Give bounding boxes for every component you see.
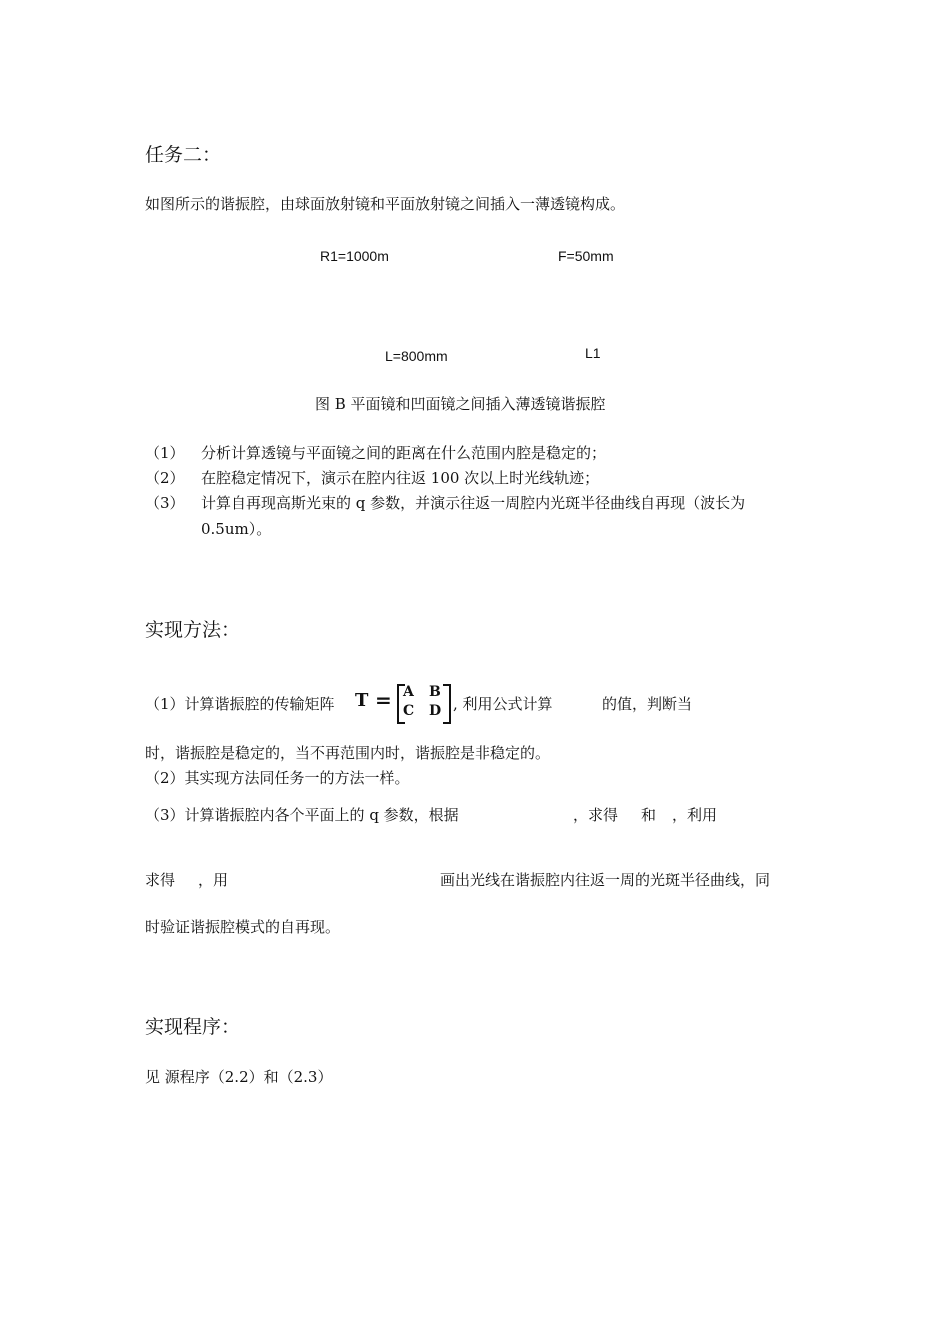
- method-step3-text-f: ，用: [198, 871, 229, 889]
- program-heading: 实现程序：: [145, 1016, 241, 1038]
- method-step1-text-a: （1）计算谐振腔的传输矩阵: [145, 695, 335, 713]
- question-3-text-continued: 0.5um）。: [201, 520, 272, 538]
- matrix-symbol-t: T: [355, 690, 369, 711]
- figure-label-l: L=800mm: [385, 348, 448, 364]
- matrix-cell-b: B: [429, 684, 441, 700]
- matrix-cell-a: A: [403, 684, 414, 700]
- figure-label-f: F=50mm: [558, 248, 614, 264]
- question-1-number: （1）: [145, 444, 185, 462]
- method-step3-text-h: 时验证谐振腔模式的自再现。: [145, 918, 341, 936]
- method-step3-text-d: ，利用: [672, 806, 718, 824]
- method-heading: 实现方法：: [145, 619, 241, 641]
- method-step3-text-c: 和: [641, 806, 657, 824]
- figure-label-r1: R1=1000m: [320, 248, 389, 264]
- program-reference: 见 源程序（2.2）和（2.3）: [145, 1068, 333, 1086]
- method-step3-text-a: （3）计算谐振腔内各个平面上的 q 参数，根据: [145, 806, 459, 824]
- matrix-right-bracket: [443, 684, 451, 724]
- method-step1-text-d: 时，谐振腔是稳定的，当不再范围内时，谐振腔是非稳定的。: [145, 744, 551, 762]
- method-step3-text-g: 画出光线在谐振腔内往返一周的光斑半径曲线，同: [440, 871, 771, 889]
- question-2-text: 在腔稳定情况下，演示在腔内往返 100 次以上时光线轨迹；: [201, 469, 600, 487]
- figure-caption: 图 B 平面镜和凹面镜之间插入薄透镜谐振腔: [315, 395, 606, 413]
- question-3-number: （3）: [145, 494, 185, 512]
- method-step2-text: （2）其实现方法同任务一的方法一样。: [145, 769, 410, 787]
- matrix-cell-d: D: [429, 703, 442, 719]
- task2-intro: 如图所示的谐振腔，由球面放射镜和平面放射镜之间插入一薄透镜构成。: [145, 195, 626, 213]
- transfer-matrix: [355, 682, 455, 722]
- question-2-number: （2）: [145, 469, 185, 487]
- method-step1-text-b: , 利用公式计算: [453, 695, 553, 713]
- figure-label-l1: L1: [585, 345, 601, 361]
- method-step3-text-e: 求得: [145, 871, 176, 889]
- matrix-equals: =: [375, 688, 392, 712]
- question-3-text: 计算自再现高斯光束的 q 参数，并演示往返一周腔内光斑半径曲线自再现（波长为: [201, 494, 746, 512]
- question-1-text: 分析计算透镜与平面镜之间的距离在什么范围内腔是稳定的；: [201, 444, 607, 462]
- matrix-cell-c: C: [403, 703, 415, 719]
- task2-heading: 任务二：: [145, 144, 222, 166]
- method-step1-text-c: 的值，判断当: [602, 695, 693, 713]
- method-step3-text-b: ，求得: [573, 806, 619, 824]
